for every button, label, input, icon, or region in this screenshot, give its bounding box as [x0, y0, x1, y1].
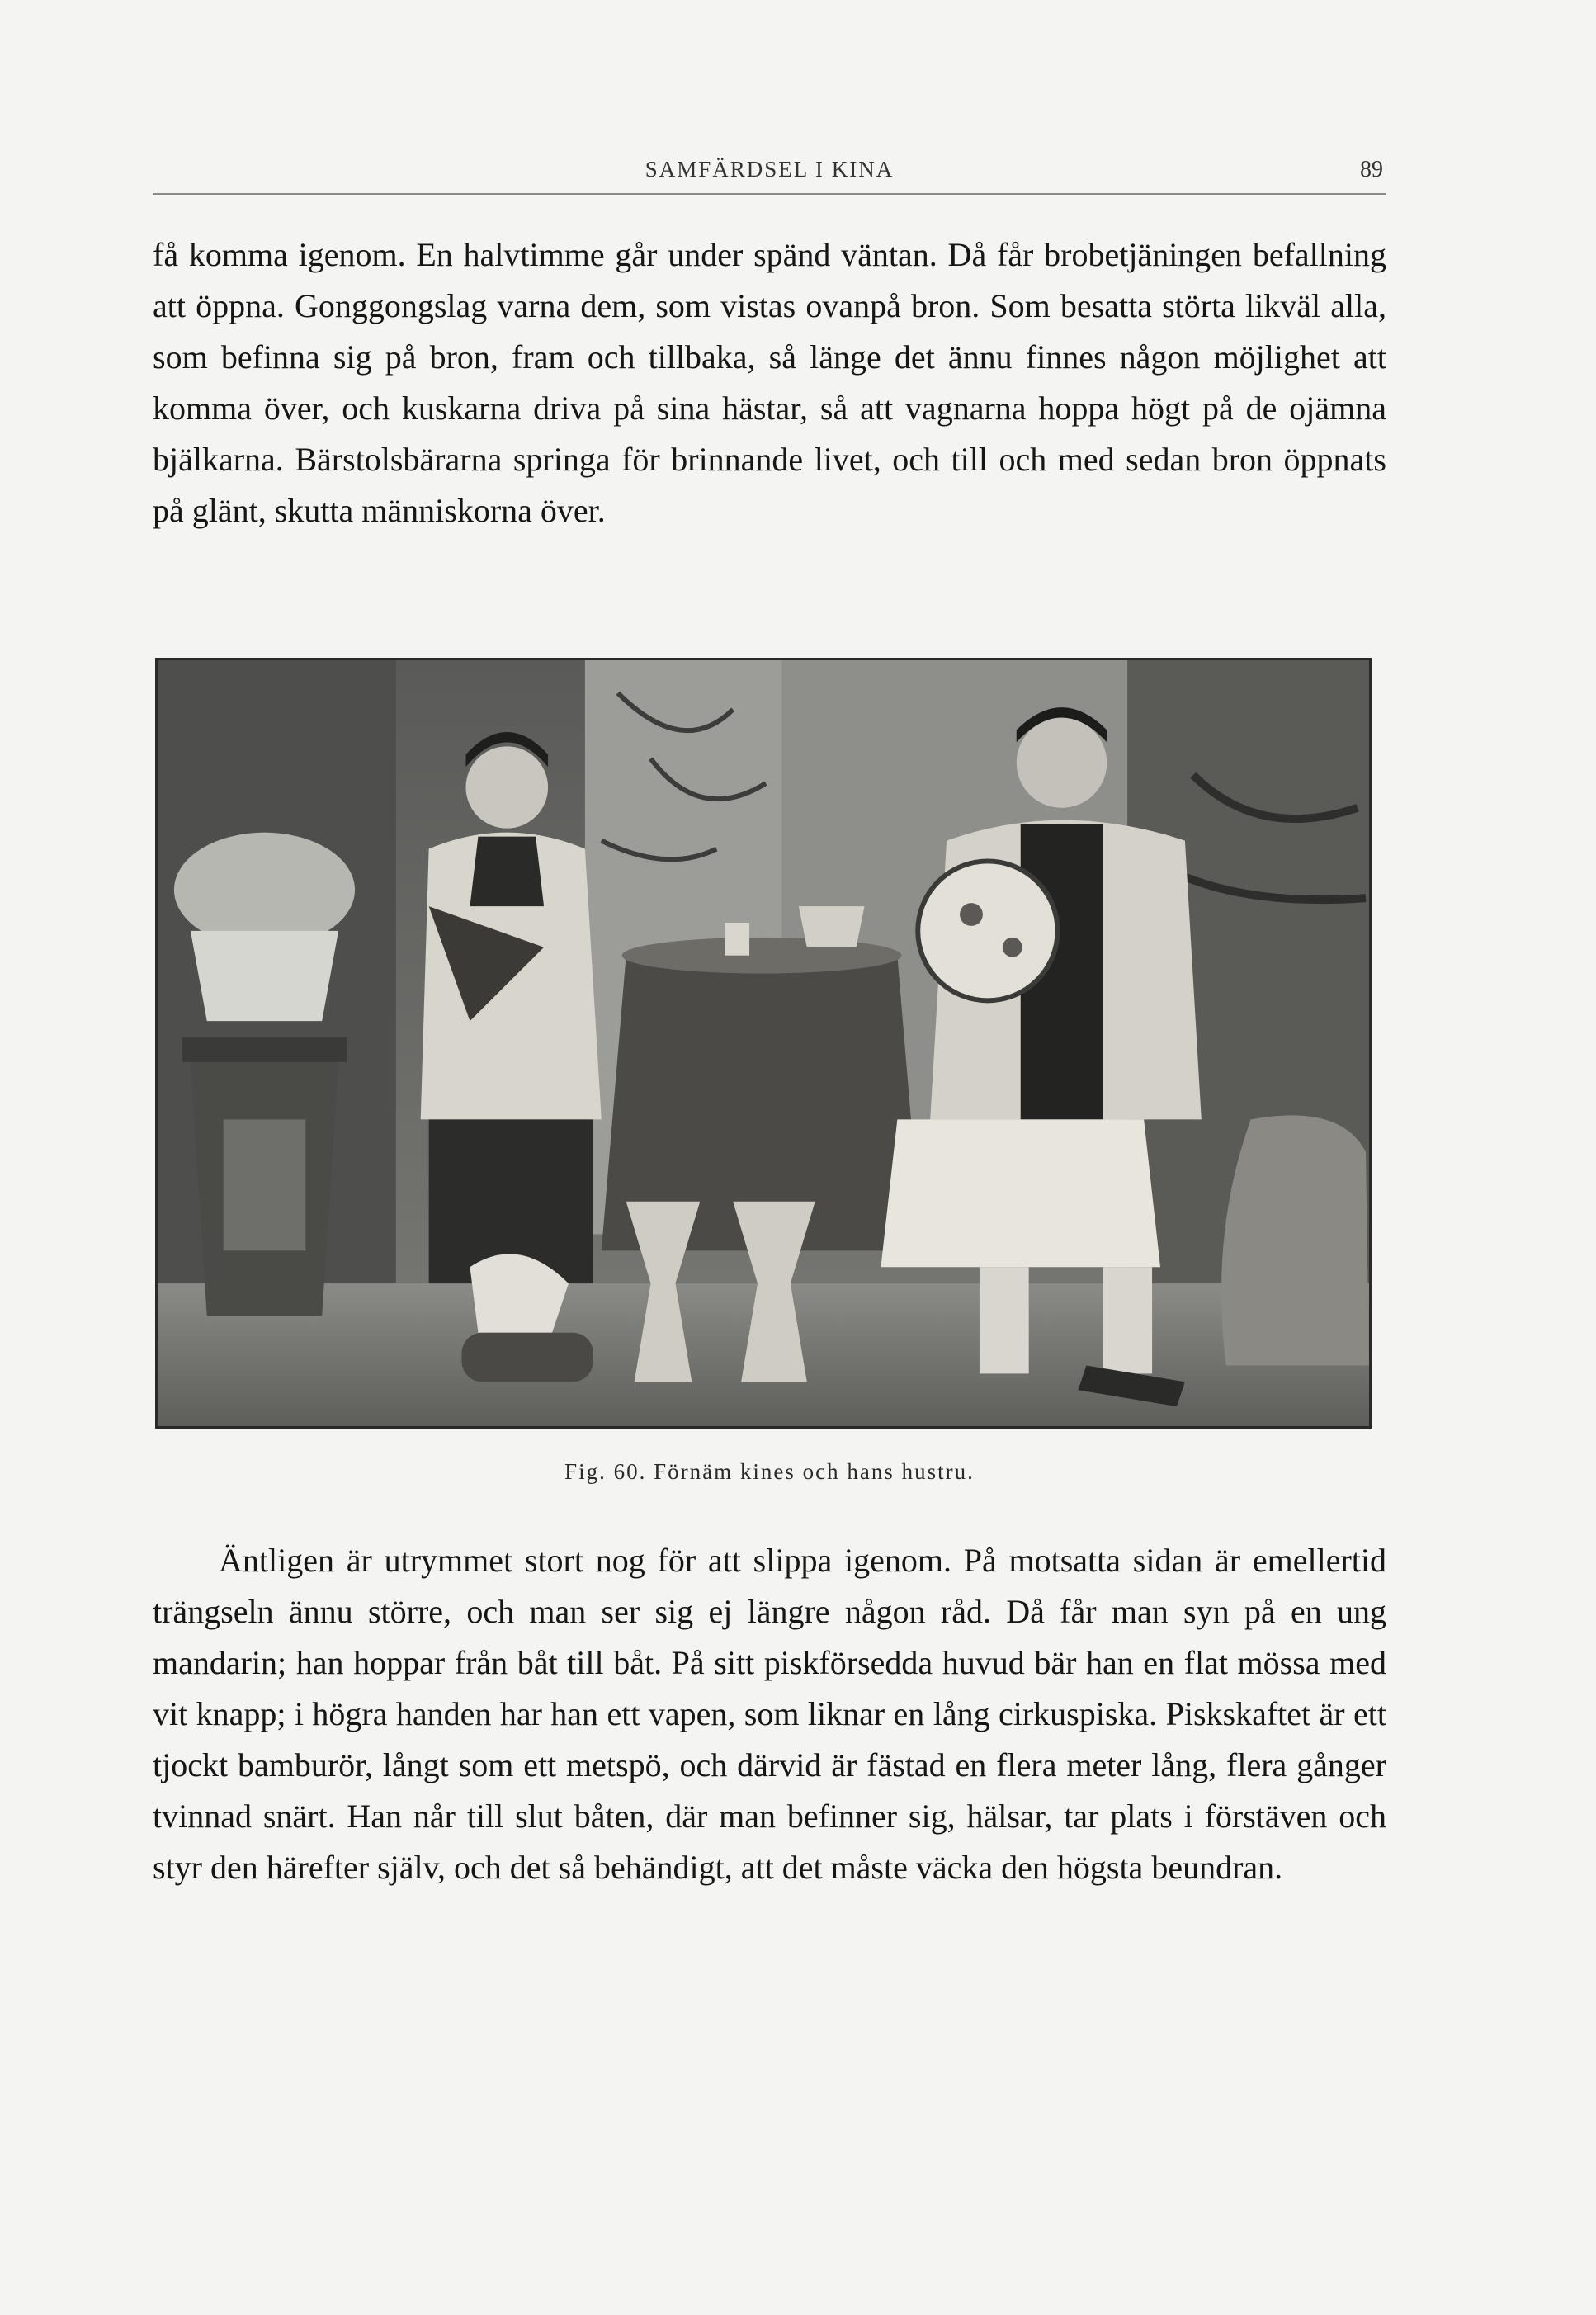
paragraph-1: få komma igenom. En halvtimme går under spänd väntan. Då får brobetjäningen befallning att öppna. Gonggongslag varna dem, som vistas ovanpå bron. Som besatta störta likväl alla, som befinna sig på bron, fram och tillbaka, så länge det ännu finnes någon möjlighet att komma över, och kuskarna driva på sina hästar, så att vagnarna hoppa högt på de ojämna bjälkarna. Bärstolsbärarna springa för brinnande livet, och till och med sedan bron öppnats på glänt, skutta människorna över.	[153, 236, 1386, 529]
man-head	[1017, 718, 1107, 808]
tea-bowl	[799, 906, 865, 947]
photograph-illustration	[158, 660, 1369, 1426]
photograph-figure	[155, 658, 1372, 1429]
man-robe	[881, 1119, 1160, 1267]
running-header	[153, 157, 1386, 195]
paragraph-2: Äntligen är utrymmet stort nog för att slippa igenom. På motsatta sidan är emellertid trängseln ännu större, och man ser sig ej längre någon råd. Då får man syn på en ung mandarin; han hoppar från båt till båt. På sitt piskförsedda huvud bär han en flat mössa med vit knapp; i högra handen har han ett vapen, som liknar en lång cirkuspiska. Piskskaftet är ett tjockt bamburör, långt som ett metspö, och därvid är fästad en flera meter lång, flera gånger tvinnad snärt. Han når till slut båten, där man befinner sig, hälsar, tar plats i förstäven och styr den härefter själv, och det så behändigt, att det måste väcka den högsta beundran.	[153, 1542, 1386, 1886]
flower-pot	[191, 931, 338, 1021]
woman-head	[465, 746, 548, 828]
figure-caption: Fig. 60. Förnäm kines och hans hustru.	[564, 1459, 975, 1484]
round-fan	[918, 861, 1057, 1000]
running-title: SAMFÄRDSEL I KINA	[645, 157, 895, 182]
flower-bouquet	[174, 833, 355, 947]
large-vase	[1221, 1115, 1369, 1365]
page-number: 89	[1360, 157, 1383, 182]
